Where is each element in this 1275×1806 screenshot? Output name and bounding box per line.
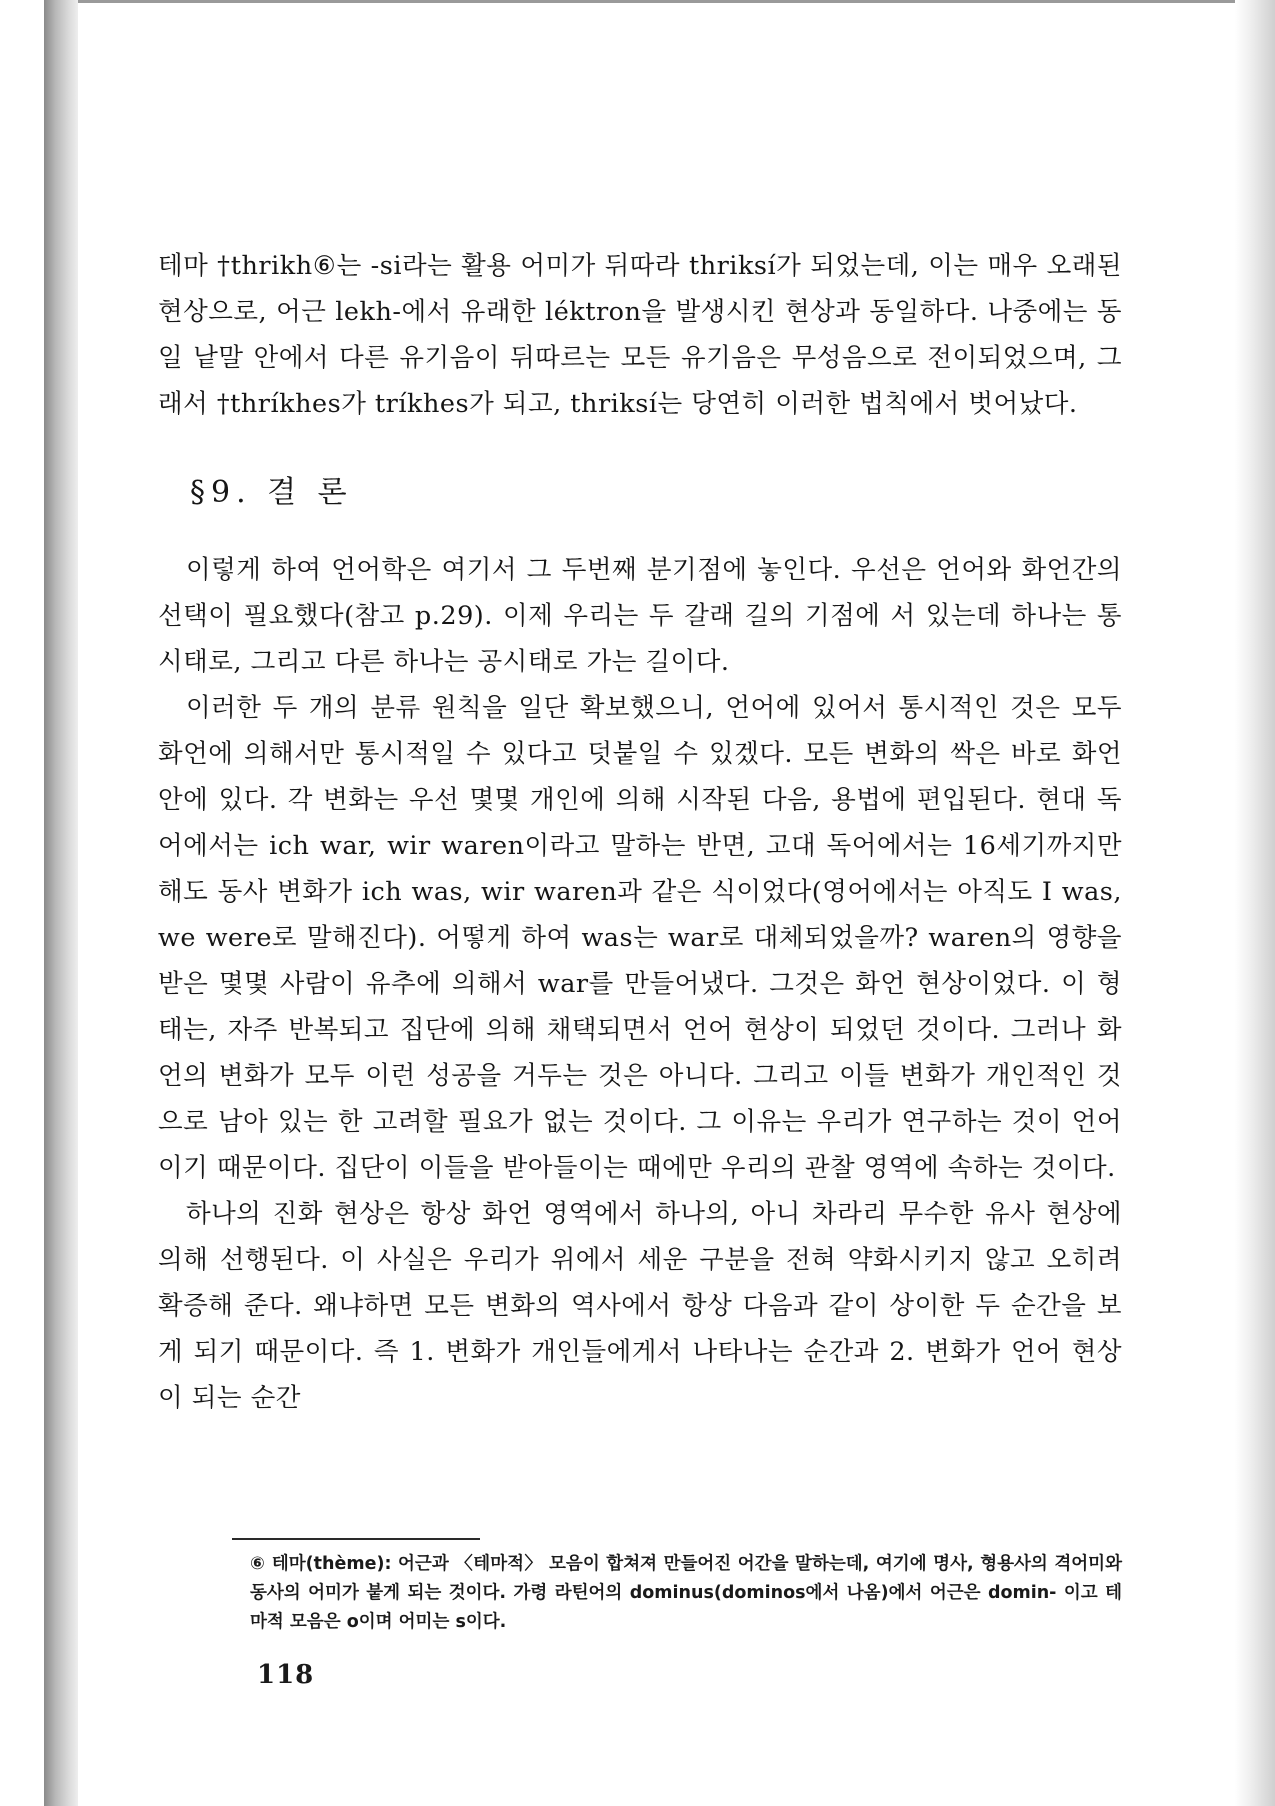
body-paragraph: 이렇게 하여 언어학은 여기서 그 두번째 분기점에 놓인다. 우선은 언어와 화언간의 선택이 필요했다(참고 p.29). 이제 우리는 두 갈래 길의 기점에 서 있는데 하나는 통시태로, 그리고 다른 하나는 공시태로 가는 길이다. [158,555,1122,677]
book-spine-shadow [44,0,78,1806]
footnote: ⑥ 테마(thème): 어근과 〈테마적〉 모음이 합쳐져 만들어진 어간을 말하는데, 여기에 명사, 형용사의 격어미와 동사의 어미가 붙게 되는 것이다. 가령 라틴어의 dominus(dominos에서 나옴)에서 어근은 domin- 이고 테마적 모음은 o이며 어미는 s이다. [250,1554,1122,1632]
page-content [158,243,1122,1421]
body-paragraph: 하나의 진화 현상은 항상 화언 영역에서 하나의, 아니 차라리 무수한 유사 현상에 의해 선행된다. 이 사실은 우리가 위에서 세운 구분을 전혀 약화시키지 않고 오히려 확증해 준다. 왜냐하면 모든 변화의 역사에서 항상 다음과 같이 상이한 두 순간을 보게 되기 때문이다. 즉 1. 변화가 개인들에게서 나타나는 순간과 2. 변화가 언어 현상이 되는 순간 [158,1199,1122,1413]
body-paragraph: 테마 †thrikh⑥는 -si라는 활용 어미가 뒤따라 thriksí가 되었는데, 이는 매우 오래된 현상으로, 어근 lekh-에서 유래한 léktron을 발생시킨 현상과 동일하다. 나중에는 동일 낱말 안에서 다른 유기음이 뒤따르는 모든 유기음은 무성음으로 전이되었으며, 그래서 †thríkhes가 tríkhes가 되고, thriksí는 당연히 이러한 법칙에서 벗어났다. [158,251,1122,419]
page-right-shadow [1235,0,1275,1806]
section-heading: §9. 결 론 [190,475,353,510]
footnote-divider [232,1538,480,1540]
body-paragraph: 이러한 두 개의 분류 원칙을 일단 확보했으니, 언어에 있어서 통시적인 것은 모두 화언에 의해서만 통시적일 수 있다고 덧붙일 수 있겠다. 모든 변화의 싹은 바로 화언 안에 있다. 각 변화는 우선 몇몇 개인에 의해 시작된 다음, 용법에 편입된다. 현대 독어에서는 ich war, wir waren이라고 말하는 반면, 고대 독어에서는 16세기까지만 해도 동사 변화가 ich was, wir waren과 같은 식이었다(영어에서는 아직도 I was, we were로 말해진다). 어떻게 하여 was는 war로 대체되었을까? waren의 영향을 받은 몇몇 사람이 유추에 의해서 war를 만들어냈다. 그것은 화언 현상이었다. 이 형태는, 자주 반복되고 집단에 의해 채택되면서 언어 현상이 되었던 것이다. 그러나 화언의 변화가 모두 이런 성공을 거두는 것은 아니다. 그리고 이들 변화가 개인적인 것으로 남아 있는 한 고려할 필요가 없는 것이다. 그 이유는 우리가 연구하는 것이 언어이기 때문이다. 집단이 이들을 받아들이는 때에만 우리의 관찰 영역에 속하는 것이다. [158,693,1122,1183]
page-number: 118 [257,1660,315,1690]
